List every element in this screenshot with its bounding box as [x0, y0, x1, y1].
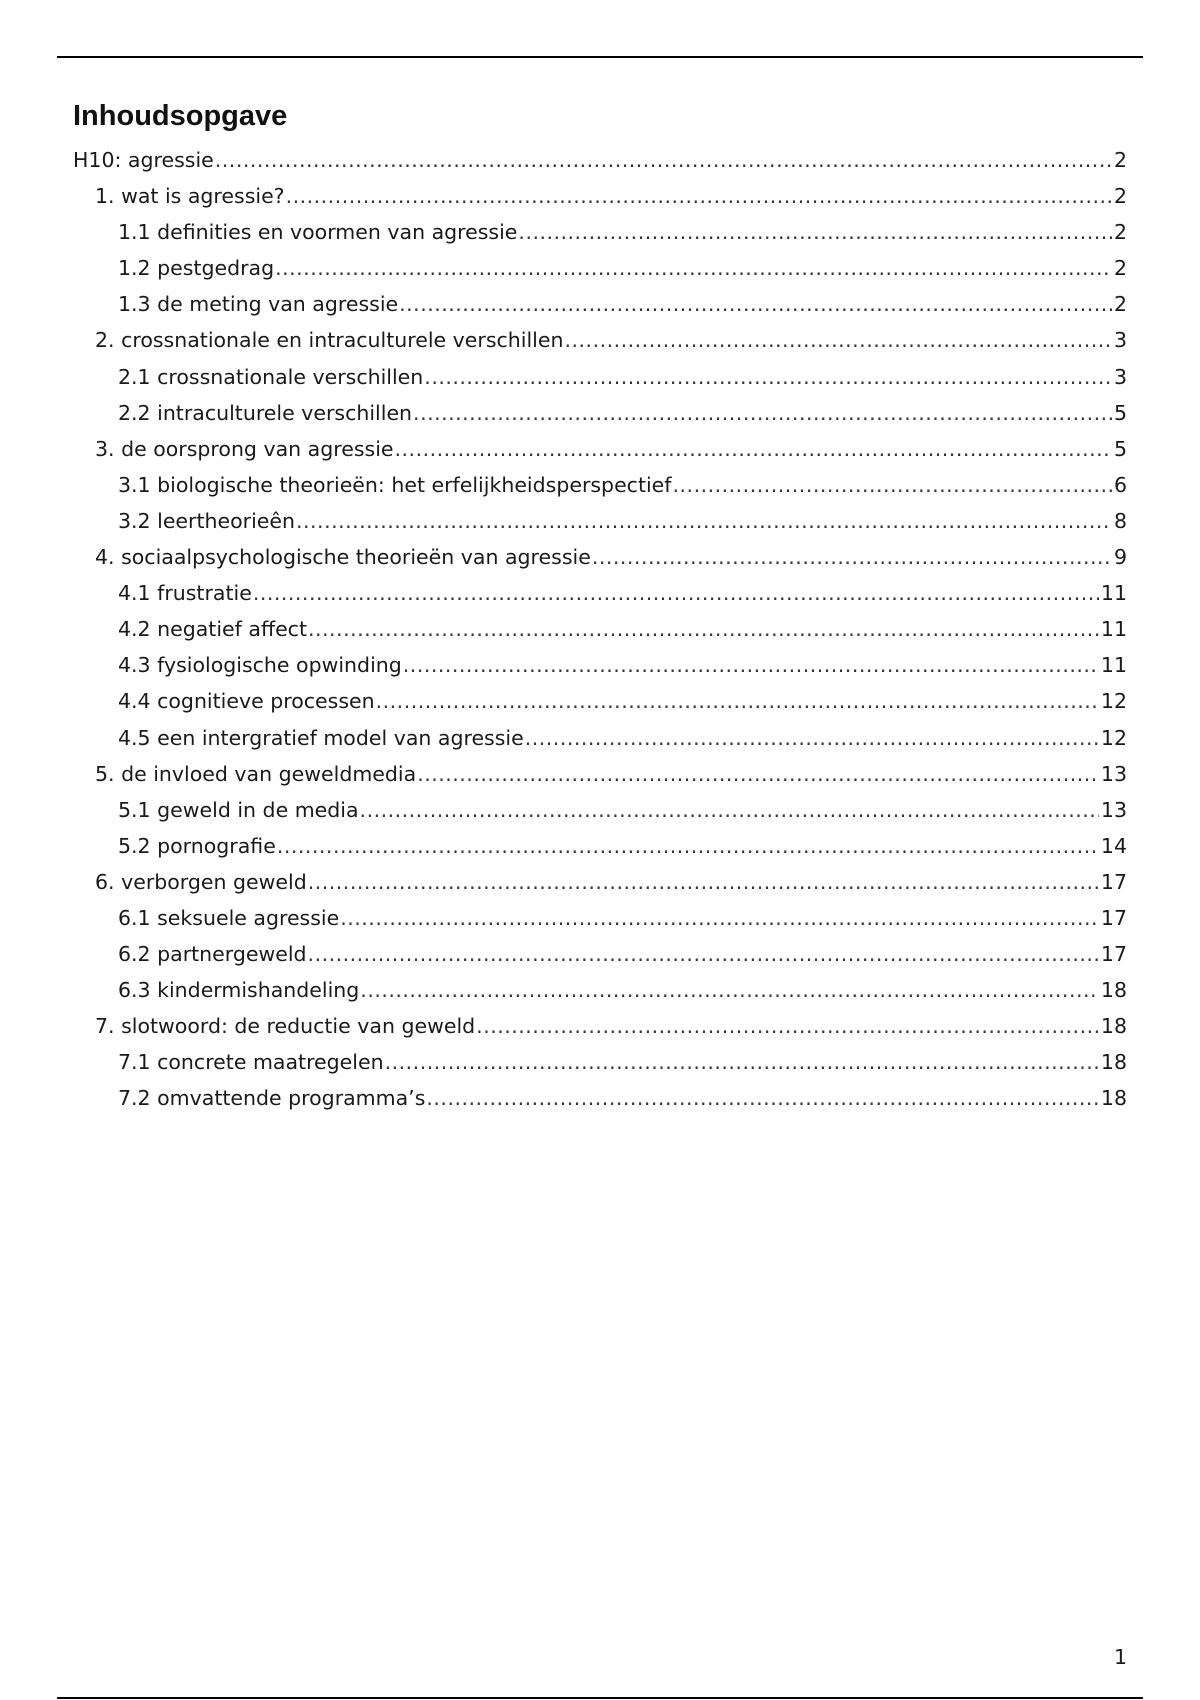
toc-dot-leader — [476, 1008, 1099, 1044]
toc-entry-page: 12 — [1100, 725, 1127, 750]
toc-entry[interactable] — [73, 431, 1127, 467]
toc-entry-label: 5. de invloed van geweldmedia — [95, 761, 417, 786]
toc-dot-leader — [403, 647, 1099, 683]
toc-dot-leader — [308, 611, 1099, 647]
toc-dot-leader — [518, 214, 1112, 250]
toc-dot-leader — [525, 720, 1099, 756]
toc-dot-leader — [253, 575, 1099, 611]
table-of-contents — [73, 96, 1127, 1117]
toc-entry-label: 4.1 frustratie — [118, 581, 252, 606]
toc-dot-leader — [296, 503, 1112, 539]
toc-entry[interactable] — [73, 214, 1127, 250]
toc-entry[interactable] — [73, 575, 1127, 611]
toc-dot-leader — [308, 936, 1099, 972]
toc-entry-page: 17 — [1100, 905, 1127, 930]
toc-entry[interactable] — [73, 792, 1127, 828]
header-rule — [57, 56, 1143, 58]
toc-entry[interactable] — [73, 250, 1127, 286]
toc-dot-leader — [340, 900, 1099, 936]
toc-entry[interactable] — [73, 1008, 1127, 1044]
toc-entry-label: 6.3 kindermishandeling — [118, 978, 360, 1003]
toc-entry-page: 6 — [1113, 472, 1127, 497]
toc-entry-label: 1.2 pestgedrag — [118, 256, 275, 281]
toc-entry-label: 3. de oorsprong van agressie — [95, 436, 394, 461]
toc-entry-label: 1.3 de meting van agressie — [118, 292, 399, 317]
toc-entry-page: 17 — [1100, 869, 1127, 894]
toc-entry-page: 11 — [1100, 617, 1127, 642]
toc-dot-leader — [286, 178, 1112, 214]
toc-entry-page: 9 — [1113, 545, 1127, 570]
toc-entry[interactable] — [73, 503, 1127, 539]
toc-entry-page: 18 — [1100, 1014, 1127, 1039]
toc-entry-page: 2 — [1113, 220, 1127, 245]
toc-entry-page: 2 — [1113, 184, 1127, 209]
toc-entry[interactable] — [73, 359, 1127, 395]
toc-entry-label: 3.1 biologische theorieën: het erfelijkheidsperspectief — [118, 472, 672, 497]
toc-entry-label: 5.2 pornografie — [118, 833, 276, 858]
toc-dot-leader — [417, 756, 1099, 792]
toc-entry[interactable] — [73, 1080, 1127, 1116]
toc-entry-label: H10: agressie — [73, 148, 214, 172]
toc-entry[interactable] — [73, 900, 1127, 936]
toc-entry[interactable] — [73, 864, 1127, 900]
toc-entry-page: 13 — [1100, 761, 1127, 786]
footer-rule — [57, 1697, 1143, 1699]
toc-entry-page: 14 — [1100, 833, 1127, 858]
toc-dot-leader — [275, 250, 1112, 286]
toc-dot-leader — [376, 683, 1099, 719]
toc-entry-label: 7.1 concrete maatregelen — [118, 1050, 384, 1075]
toc-entry[interactable] — [73, 322, 1127, 358]
toc-entry[interactable] — [73, 142, 1127, 178]
toc-dot-leader — [360, 792, 1099, 828]
toc-entry[interactable] — [73, 936, 1127, 972]
toc-entry-page: 12 — [1100, 689, 1127, 714]
toc-entry-page: 18 — [1100, 978, 1127, 1003]
toc-dot-leader — [385, 1044, 1099, 1080]
toc-entry-label: 4.2 negatief affect — [118, 617, 307, 642]
toc-list — [73, 142, 1127, 1117]
toc-dot-leader — [592, 539, 1112, 575]
toc-entry-page: 17 — [1100, 942, 1127, 967]
toc-entry[interactable] — [73, 756, 1127, 792]
toc-entry-label: 2.1 crossnationale verschillen — [118, 364, 424, 389]
toc-entry[interactable] — [73, 720, 1127, 756]
toc-entry-page: 5 — [1113, 400, 1127, 425]
toc-dot-leader — [360, 972, 1099, 1008]
toc-dot-leader — [215, 142, 1112, 178]
toc-entry[interactable] — [73, 683, 1127, 719]
page-number: 1 — [1113, 1645, 1127, 1669]
toc-entry[interactable] — [73, 178, 1127, 214]
toc-entry-page: 11 — [1100, 581, 1127, 606]
toc-dot-leader — [308, 864, 1099, 900]
toc-dot-leader — [426, 1080, 1099, 1116]
toc-entry[interactable] — [73, 286, 1127, 322]
toc-entry-page: 11 — [1100, 653, 1127, 678]
toc-entry-page: 18 — [1100, 1086, 1127, 1111]
toc-entry-label: 1.1 definities en voormen van agressie — [118, 220, 518, 245]
toc-entry[interactable] — [73, 828, 1127, 864]
toc-entry-label: 4.4 cognitieve processen — [118, 689, 375, 714]
toc-entry[interactable] — [73, 611, 1127, 647]
toc-dot-leader — [424, 359, 1112, 395]
toc-entry[interactable] — [73, 647, 1127, 683]
toc-entry-label: 1. wat is agressie? — [95, 184, 285, 209]
toc-entry-page: 2 — [1113, 292, 1127, 317]
toc-dot-leader — [277, 828, 1099, 864]
toc-entry-page: 2 — [1113, 256, 1127, 281]
toc-entry[interactable] — [73, 1044, 1127, 1080]
toc-entry-label: 4. sociaalpsychologische theorieën van agressie — [95, 545, 591, 570]
toc-entry-label: 2. crossnationale en intraculturele verschillen — [95, 328, 564, 353]
toc-entry-page: 3 — [1113, 364, 1127, 389]
toc-entry-page: 3 — [1113, 328, 1127, 353]
toc-entry-label: 7. slotwoord: de reductie van geweld — [95, 1014, 476, 1039]
toc-entry-page: 8 — [1113, 508, 1127, 533]
toc-dot-leader — [673, 467, 1112, 503]
toc-entry[interactable] — [73, 539, 1127, 575]
toc-entry-label: 4.3 fysiologische opwinding — [118, 653, 402, 678]
toc-entry-page: 13 — [1100, 797, 1127, 822]
toc-entry-label: 6.1 seksuele agressie — [118, 905, 340, 930]
toc-entry-label: 5.1 geweld in de media — [118, 797, 359, 822]
toc-dot-leader — [395, 431, 1112, 467]
toc-entry-label: 4.5 een intergratief model van agressie — [118, 725, 524, 750]
toc-entry-page: 18 — [1100, 1050, 1127, 1075]
toc-entry[interactable] — [73, 467, 1127, 503]
toc-entry-label: 6. verborgen geweld — [95, 869, 307, 894]
toc-entry[interactable] — [73, 395, 1127, 431]
toc-dot-leader — [565, 322, 1112, 358]
toc-entry-label: 6.2 partnergeweld — [118, 942, 307, 967]
toc-entry-page: 5 — [1113, 436, 1127, 461]
toc-dot-leader — [413, 395, 1112, 431]
toc-entry-label: 2.2 intraculturele verschillen — [118, 400, 413, 425]
toc-entry-label: 3.2 leertheorieên — [118, 508, 295, 533]
toc-entry[interactable] — [73, 972, 1127, 1008]
toc-entry-page: 2 — [1113, 148, 1127, 172]
toc-title: Inhoudsopgave — [73, 100, 288, 132]
toc-dot-leader — [399, 286, 1112, 322]
toc-entry-label: 7.2 omvattende programma’s — [118, 1086, 426, 1111]
